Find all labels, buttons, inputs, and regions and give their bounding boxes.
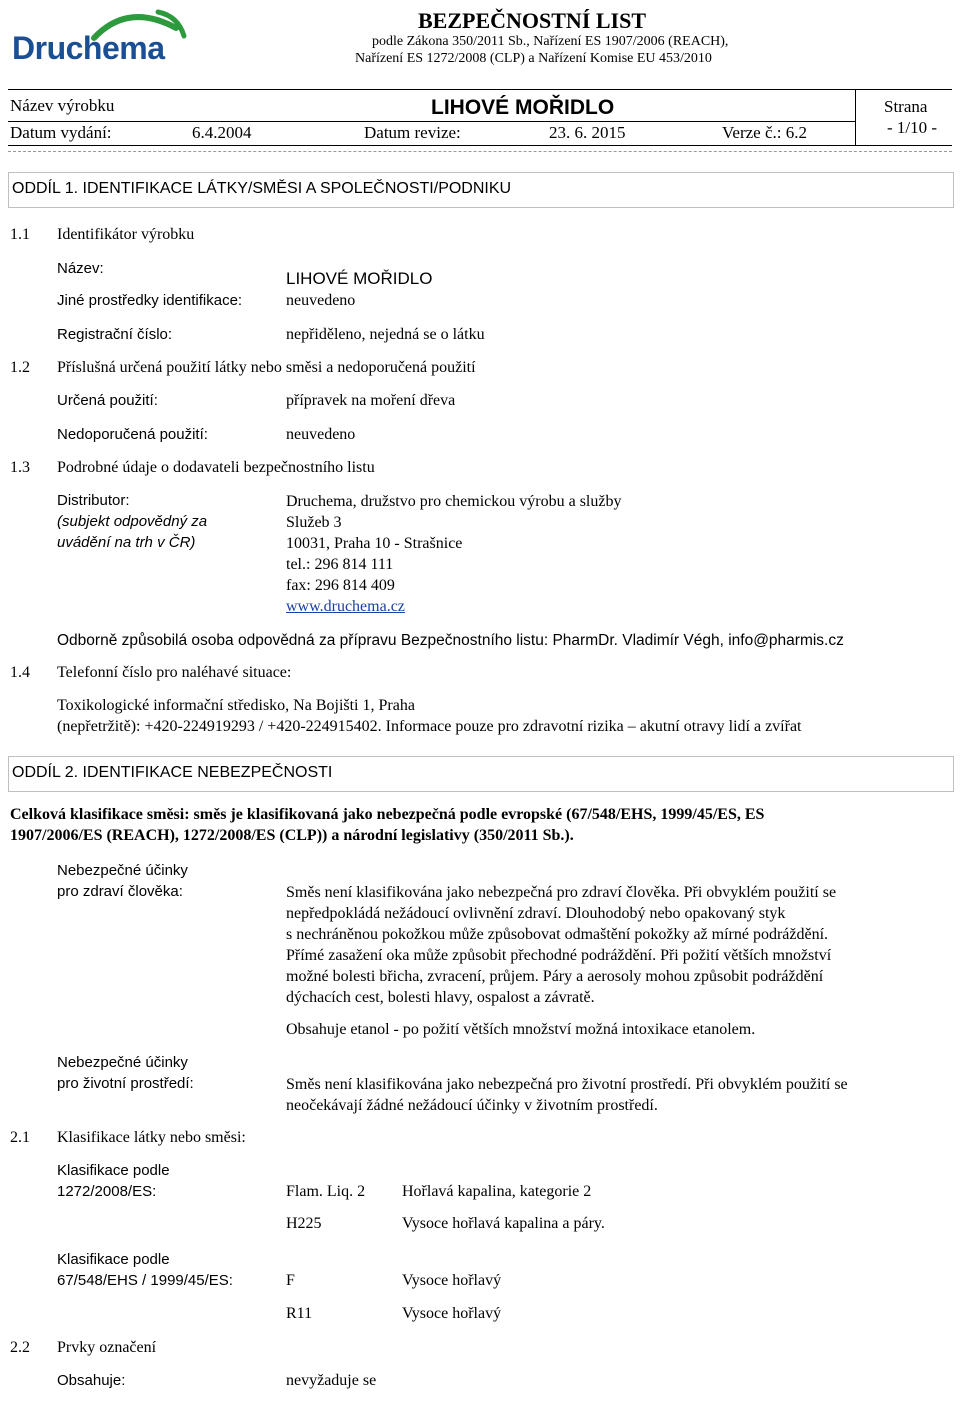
contains-label: Obsahuje:	[57, 1372, 126, 1389]
intended-use-label: Určená použití:	[57, 392, 158, 409]
s14-number: 1.4	[10, 664, 30, 681]
clp-code: H225	[286, 1215, 322, 1232]
dsd-code: R11	[286, 1305, 313, 1322]
health-label-1: Nebezpečné účinky	[57, 862, 188, 879]
health-label-2: pro zdraví člověka:	[57, 883, 183, 900]
issue-date-label: Datum vydání:	[10, 123, 112, 142]
dsd-label-2: 67/548/EHS / 1999/45/ES:	[57, 1272, 233, 1289]
env-label-2: pro životní prostředí:	[57, 1075, 194, 1092]
other-id-label: Jiné prostředky identifikace:	[57, 292, 243, 309]
revision-date-value: 23. 6. 2015	[549, 123, 626, 142]
health-text-line: nepředpokládá nežádoucí ovlivnění zdraví. Dlouhodobý nebo opakovaný styk	[286, 905, 786, 922]
s14-title: Telefonní číslo pro naléhavé situace:	[57, 664, 292, 681]
section-2-title: ODDÍL 2. IDENTIFIKACE NEBEZPEČNOSTI	[12, 764, 333, 781]
env-effects-text	[286, 1074, 848, 1116]
s11-number: 1.1	[10, 226, 30, 243]
s13-title: Podrobné údaje o dodavateli bezpečnostního listu	[57, 459, 375, 476]
name-value: LIHOVÉ MOŘIDLO	[286, 269, 433, 288]
s21-number: 2.1	[10, 1129, 30, 1146]
distributor-note-2: uvádění na trh v ČR)	[57, 534, 196, 551]
address-line: Druchema, družstvo pro chemickou výrobu a služby	[286, 493, 622, 510]
emergency-line-2: (nepřetržitě): +420-224919293 / +420-224915402. Informace pouze pro zdravotní rizika – akutní otravy lidí a zvířat	[57, 718, 802, 735]
s13-number: 1.3	[10, 459, 30, 476]
s11-title: Identifikátor výrobku	[57, 226, 195, 243]
clp-desc: Vysoce hořlavá kapalina a páry.	[402, 1215, 605, 1232]
version: Verze č.: 6.2	[722, 123, 807, 142]
intended-use-value: přípravek na moření dřeva	[286, 392, 456, 409]
other-id-value: neuvedeno	[286, 292, 356, 309]
env-text-line: neočekávají žádné nežádoucí účinky v životním prostředí.	[286, 1097, 658, 1114]
address-line: tel.: 296 814 111	[286, 556, 394, 573]
product-name-header: LIHOVÉ MOŘIDLO	[431, 96, 615, 119]
expert-person: Odborně způsobilá osoba odpovědná za přípravu Bezpečnostního listu: PharmDr. Vladimír Végh, info@pharmis.cz	[57, 632, 844, 649]
clp-desc: Hořlavá kapalina, kategorie 2	[402, 1183, 592, 1200]
emergency-line-1: Toxikologické informační středisko, Na Bojišti 1, Praha	[57, 697, 415, 714]
s12-title: Příslušná určená použití látky nebo směsi a nedoporučená použití	[57, 359, 476, 376]
dsd-label-1: Klasifikace podle	[57, 1251, 170, 1268]
s12-number: 1.2	[10, 359, 30, 376]
clp-label-1: Klasifikace podle	[57, 1162, 170, 1179]
logo-text: Druchema	[12, 30, 165, 66]
health-text-line: možné bolesti břicha, zvracení, průjem. Páry a aerosoly mohou způsobit podráždění	[286, 968, 824, 985]
s21-title: Klasifikace látky nebo směsi:	[57, 1129, 246, 1146]
overall-classification-2: 1907/2006/ES (REACH), 1272/2008/ES (CLP)) a národní legislativy (350/2011 Sb.).	[10, 827, 574, 844]
dsd-code: F	[286, 1272, 295, 1289]
company-logo	[8, 6, 188, 68]
name-label: Název:	[57, 260, 104, 277]
s22-title: Prvky označení	[57, 1339, 157, 1356]
regulation-line-2: Nařízení ES 1272/2008 (CLP) a Nařízení Komise EU 453/2010	[355, 51, 712, 66]
distributor-address	[286, 491, 621, 617]
overall-classification-1: Celková klasifikace směsi: směs je klasifikovaná jako nebezpečná podle evropské (67/548/EHS, 1999/45/ES, ES	[10, 806, 765, 823]
dsd-desc: Vysoce hořlavý	[402, 1305, 502, 1322]
address-line: fax: 296 814 409	[286, 577, 395, 594]
document-title: BEZPEČNOSTNÍ LIST	[418, 8, 647, 33]
page-number: - 1/10 -	[887, 118, 938, 137]
dsd-desc: Vysoce hořlavý	[402, 1272, 502, 1289]
product-name-label: Název výrobku	[10, 96, 115, 115]
website-link[interactable]: www.druchema.cz	[286, 598, 405, 615]
distributor-note-1: (subjekt odpovědný za	[57, 513, 208, 530]
section-1-title: ODDÍL 1. IDENTIFIKACE LÁTKY/SMĚSI A SPOLEČNOSTI/PODNIKU	[12, 180, 512, 197]
ethanol-note: Obsahuje etanol - po požití větších množství možná intoxikace etanolem.	[286, 1021, 756, 1038]
contains-value: nevyžaduje se	[286, 1372, 377, 1389]
issue-date-value: 6.4.2004	[192, 123, 252, 142]
health-effects-text	[286, 882, 836, 1008]
regulation-line-1: podle Zákona 350/2011 Sb., Nařízení ES 1907/2006 (REACH),	[372, 34, 729, 49]
address-line: Služeb 3	[286, 514, 342, 531]
distributor-label: Distributor:	[57, 492, 130, 509]
env-label-1: Nebezpečné účinky	[57, 1054, 188, 1071]
address-line: 10031, Praha 10 - Strašnice	[286, 535, 463, 552]
revision-date-label: Datum revize:	[364, 123, 461, 142]
env-text-line: Směs není klasifikována jako nebezpečná pro životní prostředí. Při obvyklém použití se	[286, 1076, 848, 1093]
reg-number-value: nepřiděleno, nejedná se o látku	[286, 326, 485, 343]
health-text-line: Směs není klasifikována jako nebezpečná pro zdraví člověka. Při obvyklém použití se	[286, 884, 837, 901]
health-text-line: Přímé zasažení oka může způsobit přechodné podráždění. Při požití větších množství	[286, 947, 832, 964]
clp-label-2: 1272/2008/ES:	[57, 1183, 157, 1200]
page-label: Strana	[884, 97, 928, 116]
not-recommended-value: neuvedeno	[286, 426, 356, 443]
clp-code: Flam. Liq. 2	[286, 1183, 366, 1200]
s22-number: 2.2	[10, 1339, 30, 1356]
health-text-line: s nechráněnou pokožkou může způsobovat odmaštění pokožky až mírné podráždění.	[286, 926, 829, 943]
health-text-line: dýchacích cest, bolesti hlavy, ospalost a závratě.	[286, 989, 595, 1006]
not-recommended-label: Nedoporučená použití:	[57, 426, 208, 443]
reg-number-label: Registrační číslo:	[57, 326, 173, 343]
